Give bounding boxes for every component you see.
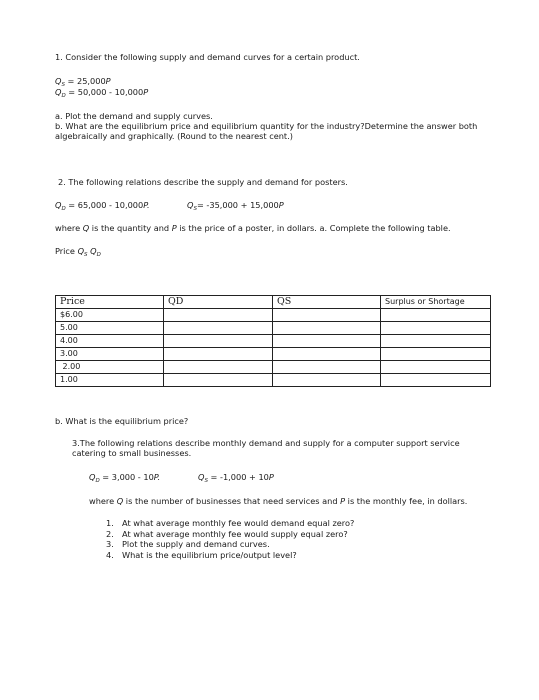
table-row xyxy=(56,309,491,322)
q2-intro: 2. The following relations describe the supply and demand for posters. xyxy=(58,177,348,187)
surplus-shortage-cell[interactable] xyxy=(381,322,491,335)
q2-qs-subscript: S xyxy=(84,252,88,258)
list-item-text: At what average monthly fee would supply equal zero? xyxy=(122,528,348,539)
q1-part-b-line1: b. What are the equilibrium price and equilibrium quantity for the industry?Determine the answer both xyxy=(55,121,478,131)
qd-cell[interactable] xyxy=(164,374,273,387)
table-row xyxy=(56,335,491,348)
list-item-number: 2. xyxy=(106,528,114,539)
q1-part-a: a. Plot the demand and supply curves. xyxy=(55,111,213,121)
qd-cell[interactable] xyxy=(164,322,273,335)
q2-supply-subscript: S xyxy=(193,206,197,212)
q3-where-pre: where xyxy=(89,496,117,506)
q2-where-pre: where xyxy=(55,223,83,233)
table-row xyxy=(56,322,491,335)
header-qs: QS xyxy=(273,296,381,309)
q2-where-q: Q xyxy=(82,223,90,233)
q1-supply-rhs: = 25,000 xyxy=(64,76,106,86)
qd-cell[interactable] xyxy=(164,361,273,374)
q2-price-label-line xyxy=(55,246,101,257)
surplus-shortage-cell[interactable] xyxy=(381,335,491,348)
q3-where-p: P xyxy=(340,496,346,506)
q1-demand-subscript: D xyxy=(61,93,66,99)
list-item xyxy=(106,529,354,540)
q3-demand-var: P. xyxy=(153,472,161,482)
price-cell: $6.00 xyxy=(56,309,164,322)
q3-demand-rhs: = 3,000 - 10 xyxy=(99,472,154,482)
q3-intro-line2: catering to small businesses. xyxy=(72,448,192,458)
qd-cell[interactable] xyxy=(164,348,273,361)
q3-question-list xyxy=(106,518,354,560)
q2-part-b: b. What is the equilibrium price? xyxy=(55,416,189,426)
q3-where-q: Q xyxy=(116,496,124,506)
supply-demand-table xyxy=(55,295,491,387)
qs-cell[interactable] xyxy=(273,335,381,348)
q3-intro-line1: 3.The following relations describe monthly demand and supply for a computer support service xyxy=(72,438,460,448)
price-cell: 5.00 xyxy=(56,322,164,335)
q1-supply-equation xyxy=(55,76,111,87)
table-header-row xyxy=(56,296,491,309)
q1-demand-symbol: Q xyxy=(55,87,62,97)
price-cell: 1.00 xyxy=(56,374,164,387)
q3-where-text xyxy=(89,496,467,507)
q3-demand-subscript: D xyxy=(95,478,100,484)
q3-supply-symbol: Q xyxy=(198,472,205,482)
table-row xyxy=(56,361,491,374)
q2-where-text xyxy=(55,223,451,234)
q1-supply-subscript: S xyxy=(61,82,65,88)
q2-qs-symbol: Q xyxy=(77,246,85,256)
q2-demand-var: P. xyxy=(143,200,150,210)
q2-qd-subscript: D xyxy=(96,252,101,258)
q2-supply-var: P xyxy=(278,200,284,210)
q1-demand-rhs: = 50,000 - 10,000 xyxy=(65,87,144,97)
q3-demand-equation xyxy=(89,472,160,483)
q2-demand-symbol: Q xyxy=(55,200,62,210)
q2-demand-subscript: D xyxy=(61,206,66,212)
q3-where-post: is the monthly fee, in dollars. xyxy=(345,496,468,506)
q3-where-mid: is the number of businesses that need services and xyxy=(123,496,341,506)
surplus-shortage-cell[interactable] xyxy=(381,309,491,322)
q2-qd-symbol: Q xyxy=(87,246,97,256)
surplus-shortage-cell[interactable] xyxy=(381,361,491,374)
q3-supply-subscript: S xyxy=(204,478,208,484)
q2-price-label: Price xyxy=(55,246,78,256)
q1-supply-symbol: Q xyxy=(55,76,62,86)
qs-cell[interactable] xyxy=(273,322,381,335)
header-price: Price xyxy=(56,296,164,309)
list-item-text: At what average monthly fee would demand equal zero? xyxy=(122,518,355,528)
qs-cell[interactable] xyxy=(273,374,381,387)
q1-supply-var: P xyxy=(105,76,111,86)
header-surplus-shortage: Surplus or Shortage xyxy=(381,296,491,309)
price-cell: 3.00 xyxy=(56,348,164,361)
list-item-text: Plot the supply and demand curves. xyxy=(122,539,270,549)
list-item xyxy=(106,550,354,561)
table-row xyxy=(56,348,491,361)
table-row xyxy=(56,374,491,387)
list-item-number: 1. xyxy=(106,518,114,528)
q1-part-b-line2: algebraically and graphically. (Round to the nearest cent.) xyxy=(55,131,293,141)
list-item-number: 3. xyxy=(106,539,114,549)
q2-supply-equation xyxy=(187,200,284,211)
qd-cell[interactable] xyxy=(164,335,273,348)
q2-where-mid: is the quantity and xyxy=(89,223,172,233)
q1-demand-equation xyxy=(55,87,148,98)
qs-cell[interactable] xyxy=(273,348,381,361)
qd-cell[interactable] xyxy=(164,309,273,322)
list-item-number: 4. xyxy=(106,549,114,560)
price-cell: 4.00 xyxy=(56,335,164,348)
q3-demand-symbol: Q xyxy=(89,472,96,482)
list-item xyxy=(106,539,354,550)
q3-supply-equation xyxy=(198,472,274,483)
q2-where-post: is the price of a poster, in dollars. a. Complete the following table. xyxy=(176,223,451,233)
q1-intro: 1. Consider the following supply and demand curves for a certain product. xyxy=(55,52,360,62)
surplus-shortage-cell[interactable] xyxy=(381,374,491,387)
q2-demand-equation xyxy=(55,200,150,211)
list-item-text: What is the equilibrium price/output level? xyxy=(122,549,297,560)
q3-supply-rhs: = -1,000 + 10 xyxy=(207,472,269,482)
q2-supply-symbol: Q xyxy=(187,200,194,210)
price-cell: 2.00 xyxy=(56,361,164,374)
q1-demand-var: P xyxy=(143,87,149,97)
q2-demand-rhs: = 65,000 - 10,000 xyxy=(65,200,144,210)
surplus-shortage-cell[interactable] xyxy=(381,348,491,361)
qs-cell[interactable] xyxy=(273,309,381,322)
q2-supply-rhs: = -35,000 + 15,000 xyxy=(196,200,279,210)
list-item xyxy=(106,518,354,529)
qs-cell[interactable] xyxy=(273,361,381,374)
q2-where-p: P xyxy=(171,223,177,233)
q3-supply-var: P xyxy=(268,472,274,482)
header-qd: QD xyxy=(164,296,273,309)
